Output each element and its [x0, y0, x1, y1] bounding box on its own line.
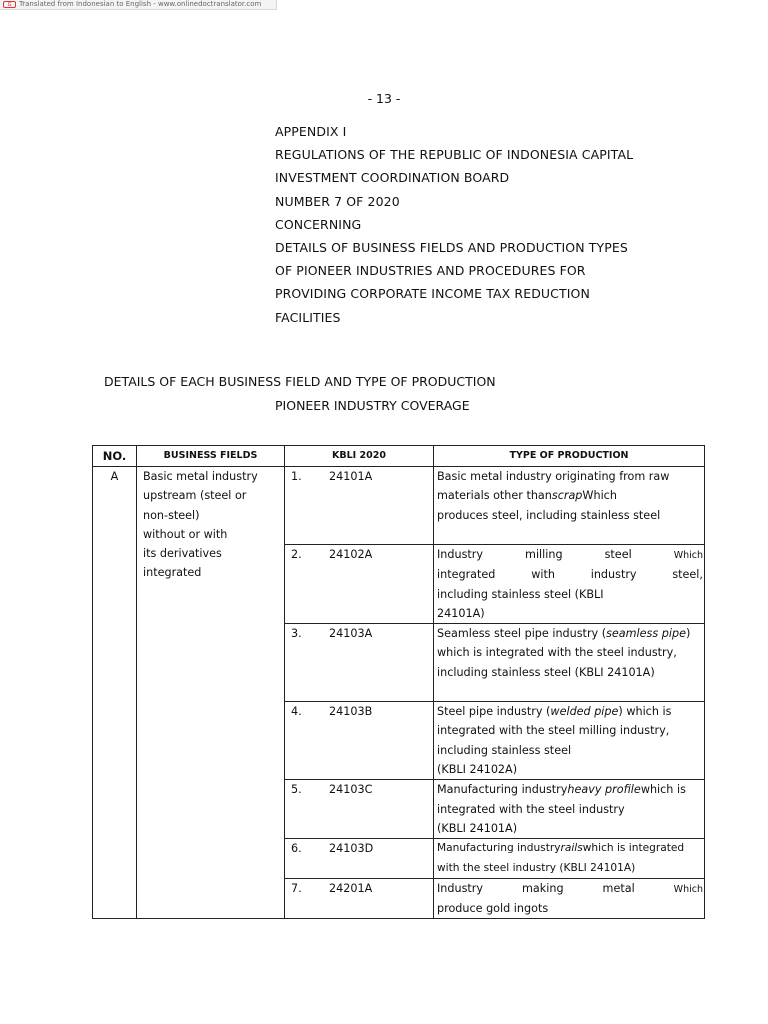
production-line: with the steel industry (KBLI 24101A): [437, 861, 636, 874]
production-cell: [434, 545, 705, 624]
production-line: produce gold ingots: [437, 902, 549, 916]
production-line: Industry milling steel Which: [437, 548, 704, 561]
kbli-cell: [285, 702, 434, 780]
pioneer-industry-table: [92, 445, 705, 919]
translator-banner-text: Translated from Indonesian to English - www.onlinedoctranslator.com: [19, 0, 262, 8]
production-line: including stainless steel: [437, 743, 572, 757]
production-line: Basic metal industry originating from raw: [437, 470, 670, 483]
appendix-line: APPENDIX I: [275, 124, 347, 139]
italic-term: welded pipe: [550, 705, 619, 719]
production-line: Manufacturing industryheavy profilewhich is: [437, 783, 686, 797]
kbli-cell: [285, 780, 434, 839]
group-number: A: [93, 467, 137, 919]
header-type-of-production: TYPE OF PRODUCTION: [434, 446, 705, 467]
production-line: including stainless steel (KBLI: [437, 587, 604, 601]
business-field-line: integrated: [143, 566, 202, 580]
production-line: which is integrated with the steel industry,: [437, 646, 677, 660]
production-line: 24101A): [437, 606, 485, 620]
table-row: [93, 467, 705, 545]
translator-logo-icon: G: [3, 1, 16, 8]
kbli-code: 24102A: [329, 548, 373, 561]
page-number: - 13 -: [367, 91, 401, 106]
section-subtitle: PIONEER INDUSTRY COVERAGE: [275, 398, 470, 413]
italic-term: heavy profile: [567, 783, 641, 797]
appendix-line: CONCERNING: [275, 216, 362, 232]
kbli-code: 24103D: [329, 842, 374, 856]
production-line: integrated with industry steel,: [437, 568, 703, 582]
production-cell: [434, 467, 705, 545]
kbli-cell: [285, 878, 434, 919]
row-index: 5.: [291, 783, 302, 797]
production-line: (KBLI 24101A): [437, 821, 518, 835]
kbli-code: 24101A: [329, 470, 373, 483]
row-index: 7.: [291, 881, 302, 895]
kbli-code: 24103C: [329, 783, 373, 797]
production-cell: [434, 780, 705, 839]
kbli-cell: [285, 839, 434, 879]
production-cell: [434, 624, 705, 702]
translator-banner[interactable]: [0, 0, 277, 10]
business-field-line: without or with: [143, 527, 228, 541]
production-line: materials other thanscrapWhich: [437, 489, 617, 503]
production-line: Manufacturing industryrailswhich is integrated: [437, 842, 685, 855]
header-no: NO.: [93, 446, 137, 467]
business-field-line: its derivatives: [143, 547, 222, 561]
business-field-line: Basic metal industry: [143, 470, 258, 483]
header-business-fields: BUSINESS FIELDS: [137, 446, 285, 467]
appendix-line: NUMBER 7 OF 2020: [275, 193, 400, 209]
appendix-line: INVESTMENT COORDINATION BOARD: [275, 170, 510, 186]
production-line: (KBLI 24102A): [437, 763, 518, 777]
appendix-line: OF PIONEER INDUSTRIES AND PROCEDURES FOR: [275, 263, 586, 279]
production-line: produces steel, including stainless steel: [437, 508, 661, 522]
kbli-cell: [285, 545, 434, 624]
kbli-cell: [285, 467, 434, 545]
appendix-line: FACILITIES: [275, 309, 341, 325]
appendix-line: DETAILS OF BUSINESS FIELDS AND PRODUCTION TYPES: [275, 240, 628, 256]
production-cell: [434, 878, 705, 919]
header-kbli: KBLI 2020: [285, 446, 434, 467]
business-field-cell: [137, 467, 285, 919]
appendix-header: [275, 120, 705, 329]
row-index: 1.: [291, 470, 302, 483]
row-index: 3.: [291, 627, 302, 641]
row-index: 6.: [291, 842, 302, 856]
italic-term: seamless pipe: [606, 627, 686, 641]
section-title: DETAILS OF EACH BUSINESS FIELD AND TYPE OF PRODUCTION: [104, 374, 496, 389]
italic-term: rails: [560, 842, 583, 855]
appendix-line: REGULATIONS OF THE REPUBLIC OF INDONESIA CAPITAL: [275, 147, 634, 163]
business-field-line: upstream (steel or: [143, 489, 247, 503]
production-line: Industry making metal Which: [437, 881, 703, 895]
kbli-code: 24103B: [329, 705, 373, 719]
kbli-cell: [285, 624, 434, 702]
production-line: integrated with the steel milling industry,: [437, 724, 670, 738]
production-line: integrated with the steel industry: [437, 802, 625, 816]
table-header-row: [93, 446, 705, 467]
row-index: 2.: [291, 548, 302, 561]
business-field-line: non-steel): [143, 508, 200, 522]
kbli-code: 24201A: [329, 881, 373, 895]
row-index: 4.: [291, 705, 302, 719]
production-line: including stainless steel (KBLI 24101A): [437, 665, 655, 679]
kbli-code: 24103A: [329, 627, 373, 641]
production-line: Steel pipe industry (welded pipe) which is: [437, 705, 672, 719]
appendix-line: PROVIDING CORPORATE INCOME TAX REDUCTION: [275, 286, 590, 302]
production-cell: [434, 702, 705, 780]
production-line: Seamless steel pipe industry (seamless pipe): [437, 627, 691, 641]
production-cell: [434, 839, 705, 879]
italic-term: scrap: [551, 489, 583, 503]
